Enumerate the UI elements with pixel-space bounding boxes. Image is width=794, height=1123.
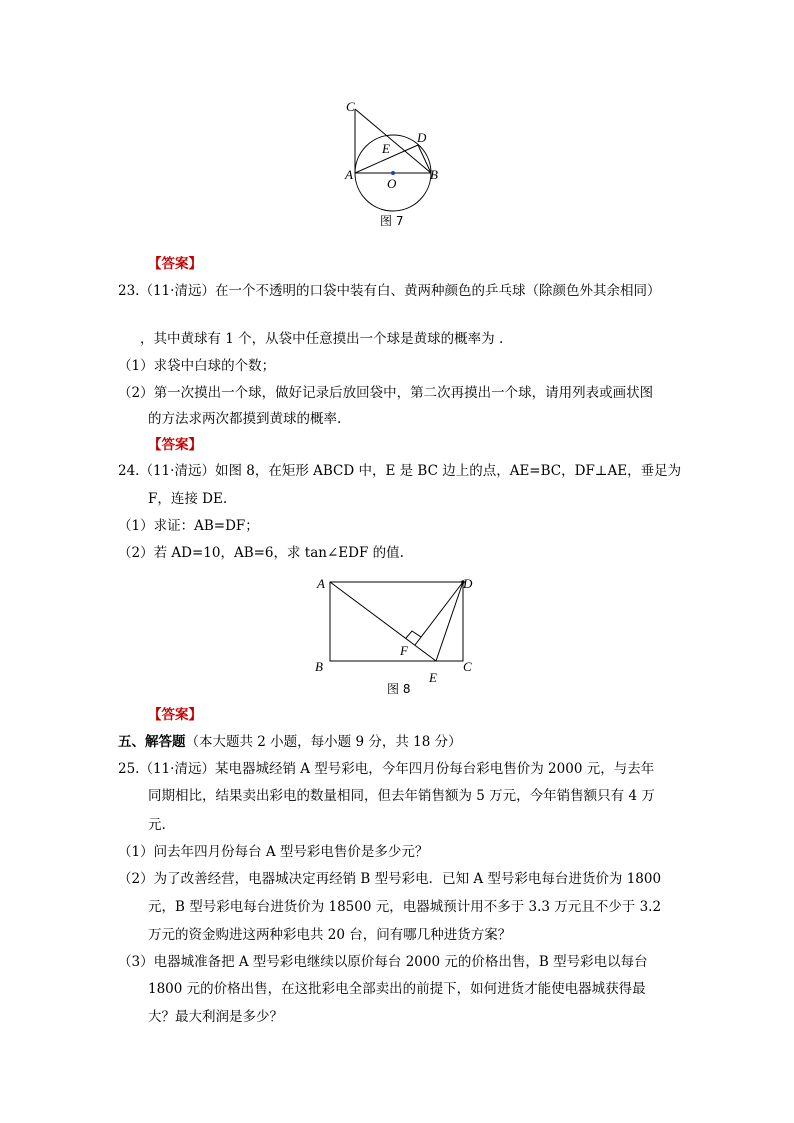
segment-de xyxy=(436,582,463,661)
q25-part2-b: 元，B 型号彩电每台进货价为 18500 元，电器城预计用不多于 3.3 万元且不少于 3.2 xyxy=(148,899,662,915)
figure-8 xyxy=(305,572,485,700)
q25-line1: 25.（11·清远）某电器城经销 A 型号彩电，今年四月份每台彩电售价为 2000 元，与去年 xyxy=(118,761,655,777)
label-b: B xyxy=(430,167,438,182)
q23-part1: （1）求袋中白球的个数； xyxy=(118,358,276,374)
segment-ae xyxy=(330,582,436,661)
label-f: F xyxy=(400,643,408,658)
label-b: B xyxy=(315,659,323,674)
answer-label-22: 【答案】 xyxy=(148,256,202,272)
q25-part3-b: 1800 元的价格出售，在这批彩电全部卖出的前提下，如何进货才能使电器城获得最 xyxy=(148,981,646,997)
rectangle-abcd xyxy=(330,582,463,661)
q25-line3: 元. xyxy=(148,817,166,833)
right-angle-mark xyxy=(406,631,421,638)
section-5-heading xyxy=(118,733,462,751)
q24-part1: （1）求证：AB=DF； xyxy=(118,518,259,534)
label-a: A xyxy=(345,167,353,182)
q23-line2: ，其中黄球有 1 个，从袋中任意摸出一个球是黄球的概率为 . xyxy=(140,331,504,347)
center-point-o xyxy=(391,171,395,175)
label-c: C xyxy=(463,659,472,674)
q25-part3-a: （3）电器城准备把 A 型号彩电继续以原价每台 2000 元的价格出售，B 型号彩电以每台 xyxy=(118,954,648,970)
label-e: E xyxy=(382,141,390,156)
label-a: A xyxy=(317,576,325,591)
q25-part2-c: 万元的资金购进这两种彩电共 20 台，问有哪几种进货方案？ xyxy=(148,927,512,943)
q23-part2-a: （2）第一次摸出一个球，做好记录后放回袋中，第二次再摸出一个球，请用列表或画状图 xyxy=(118,385,654,401)
figure-7 xyxy=(330,95,470,235)
q24-line2: F，连接 DE. xyxy=(148,491,228,507)
label-d: D xyxy=(463,576,473,591)
section-5-note: （本大题共 2 小题，每小题 9 分，共 18 分） xyxy=(185,734,462,750)
label-c: C xyxy=(346,99,355,114)
label-e: E xyxy=(429,670,437,685)
q24-line1: 24.（11·清远）如图 8，在矩形 ABCD 中，E 是 BC 边上的点，AE=BC，DF⊥AE，垂足为 xyxy=(118,463,682,479)
q25-part1: （1）问去年四月份每台 A 型号彩电售价是多少元？ xyxy=(118,844,429,860)
section-5-title: 五、解答题 xyxy=(118,734,186,750)
q23-line1: 23.（11·清远）在一个不透明的口袋中装有白、黄两种颜色的乒乓球（除颜色外其余相同） xyxy=(118,283,661,299)
q23-part2-b: 的方法求两次都摸到黄球的概率. xyxy=(148,411,342,427)
q25-part2-a: （2）为了改善经营，电器城决定再经销 B 型号彩电．已知 A 型号彩电每台进货价为 1800 xyxy=(118,871,662,887)
answer-label-23: 【答案】 xyxy=(148,437,202,453)
label-o: O xyxy=(387,176,397,191)
q25-line2: 同期相比，结果卖出彩电的数量相同，但去年销售额为 5 万元，今年销售额只有 4 万 xyxy=(148,788,655,804)
q24-part2: （2）若 AD=10，AB=6，求 tan∠EDF 的值. xyxy=(118,545,404,561)
q25-part3-c: 大？最大利润是多少？ xyxy=(148,1009,283,1025)
answer-label-24: 【答案】 xyxy=(148,707,202,723)
figure-7-caption: 图 7 xyxy=(380,214,404,228)
figure-8-caption: 图 8 xyxy=(387,682,411,696)
label-d: D xyxy=(417,130,427,145)
segment-df xyxy=(415,582,463,645)
